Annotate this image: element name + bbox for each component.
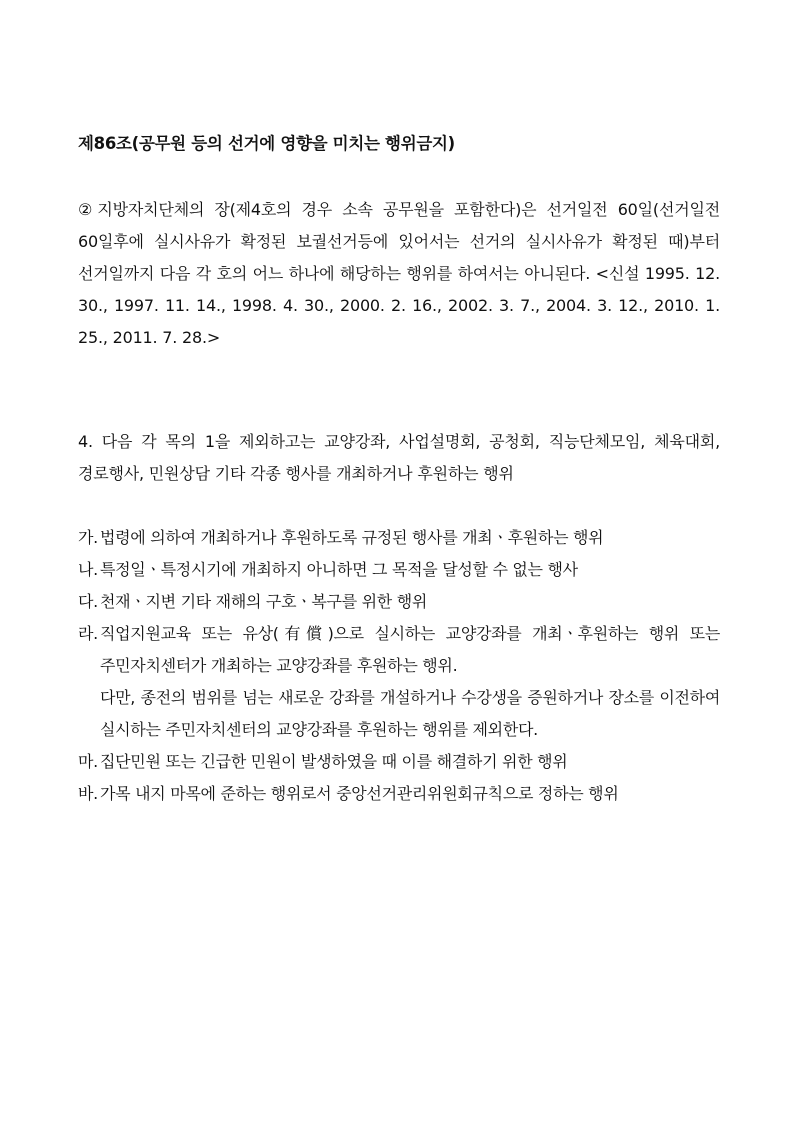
- sub-item-ra: [78, 618, 720, 682]
- sub-item-mark: 마.: [78, 752, 98, 771]
- article-title: 제86조(공무원 등의 선거에 영향을 미치는 행위금지): [78, 134, 455, 153]
- sub-item-text: 직업지원교육 또는 유상(有償)으로 실시하는 교양강좌를 개최ㆍ후원하는 행위 또는 주민자치센터가 개최하는 교양강좌를 후원하는 행위.: [100, 624, 720, 675]
- sub-item-ra-proviso: 다만, 종전의 범위를 넘는 새로운 강좌를 개설하거나 수강생을 증원하거나 장소를 이전하여 실시하는 주민자치센터의 교양강좌를 후원하는 행위를 제외한다.: [100, 688, 720, 739]
- sub-item-text: 천재ㆍ지변 기타 재해의 구호ㆍ복구를 위한 행위: [100, 592, 428, 611]
- sub-item-da: [78, 586, 720, 618]
- item-4: 4. 다음 각 목의 1을 제외하고는 교양강좌, 사업설명회, 공청회, 직능단체모임, 체육대회, 경로행사, 민원상담 기타 각종 행사를 개최하거나 후원하는 행위: [78, 432, 720, 483]
- sub-item-mark: 나.: [78, 560, 98, 579]
- sub-item-mark: 라.: [78, 624, 98, 643]
- sub-item-list: [78, 522, 720, 810]
- sub-item-text: 특정일ㆍ특정시기에 개최하지 아니하면 그 목적을 달성할 수 없는 행사: [100, 560, 578, 579]
- sub-item-text: 집단민원 또는 긴급한 민원이 발생하였을 때 이를 해결하기 위한 행위: [100, 752, 568, 771]
- sub-item-ba: [78, 778, 720, 810]
- document-page: [76, 0, 720, 1121]
- sub-item-ga: [78, 522, 720, 554]
- sub-item-ma: [78, 746, 720, 778]
- paragraph-2: ②지방자치단체의 장(제4호의 경우 소속 공무원을 포함한다)은 선거일전 60일(선거일전 60일후에 실시사유가 확정된 보궐선거등에 있어서는 선거의 실시사유가 확정된 때)부터 선거일까지 다음 각 호의 어느 하나에 해당하는 행위를 하여서는 아니된다. <신설 1995. 12. 30., 1997. 11. 14., 1998. 4. 30., 2000. 2. 16., 2002. 3. 7., 2004. 3. 12., 2010. 1. 25., 2011. 7. 28.>: [78, 200, 720, 347]
- sub-item-na: [78, 554, 720, 586]
- sub-item-mark: 다.: [78, 592, 98, 611]
- sub-item-mark: 가.: [78, 528, 98, 547]
- sub-item-mark: 바.: [78, 784, 98, 803]
- sub-item-text: 가목 내지 마목에 준하는 행위로서 중앙선거관리위원회규칙으로 정하는 행위: [100, 784, 619, 803]
- sub-item-text: 법령에 의하여 개최하거나 후원하도록 규정된 행사를 개최ㆍ후원하는 행위: [100, 528, 604, 547]
